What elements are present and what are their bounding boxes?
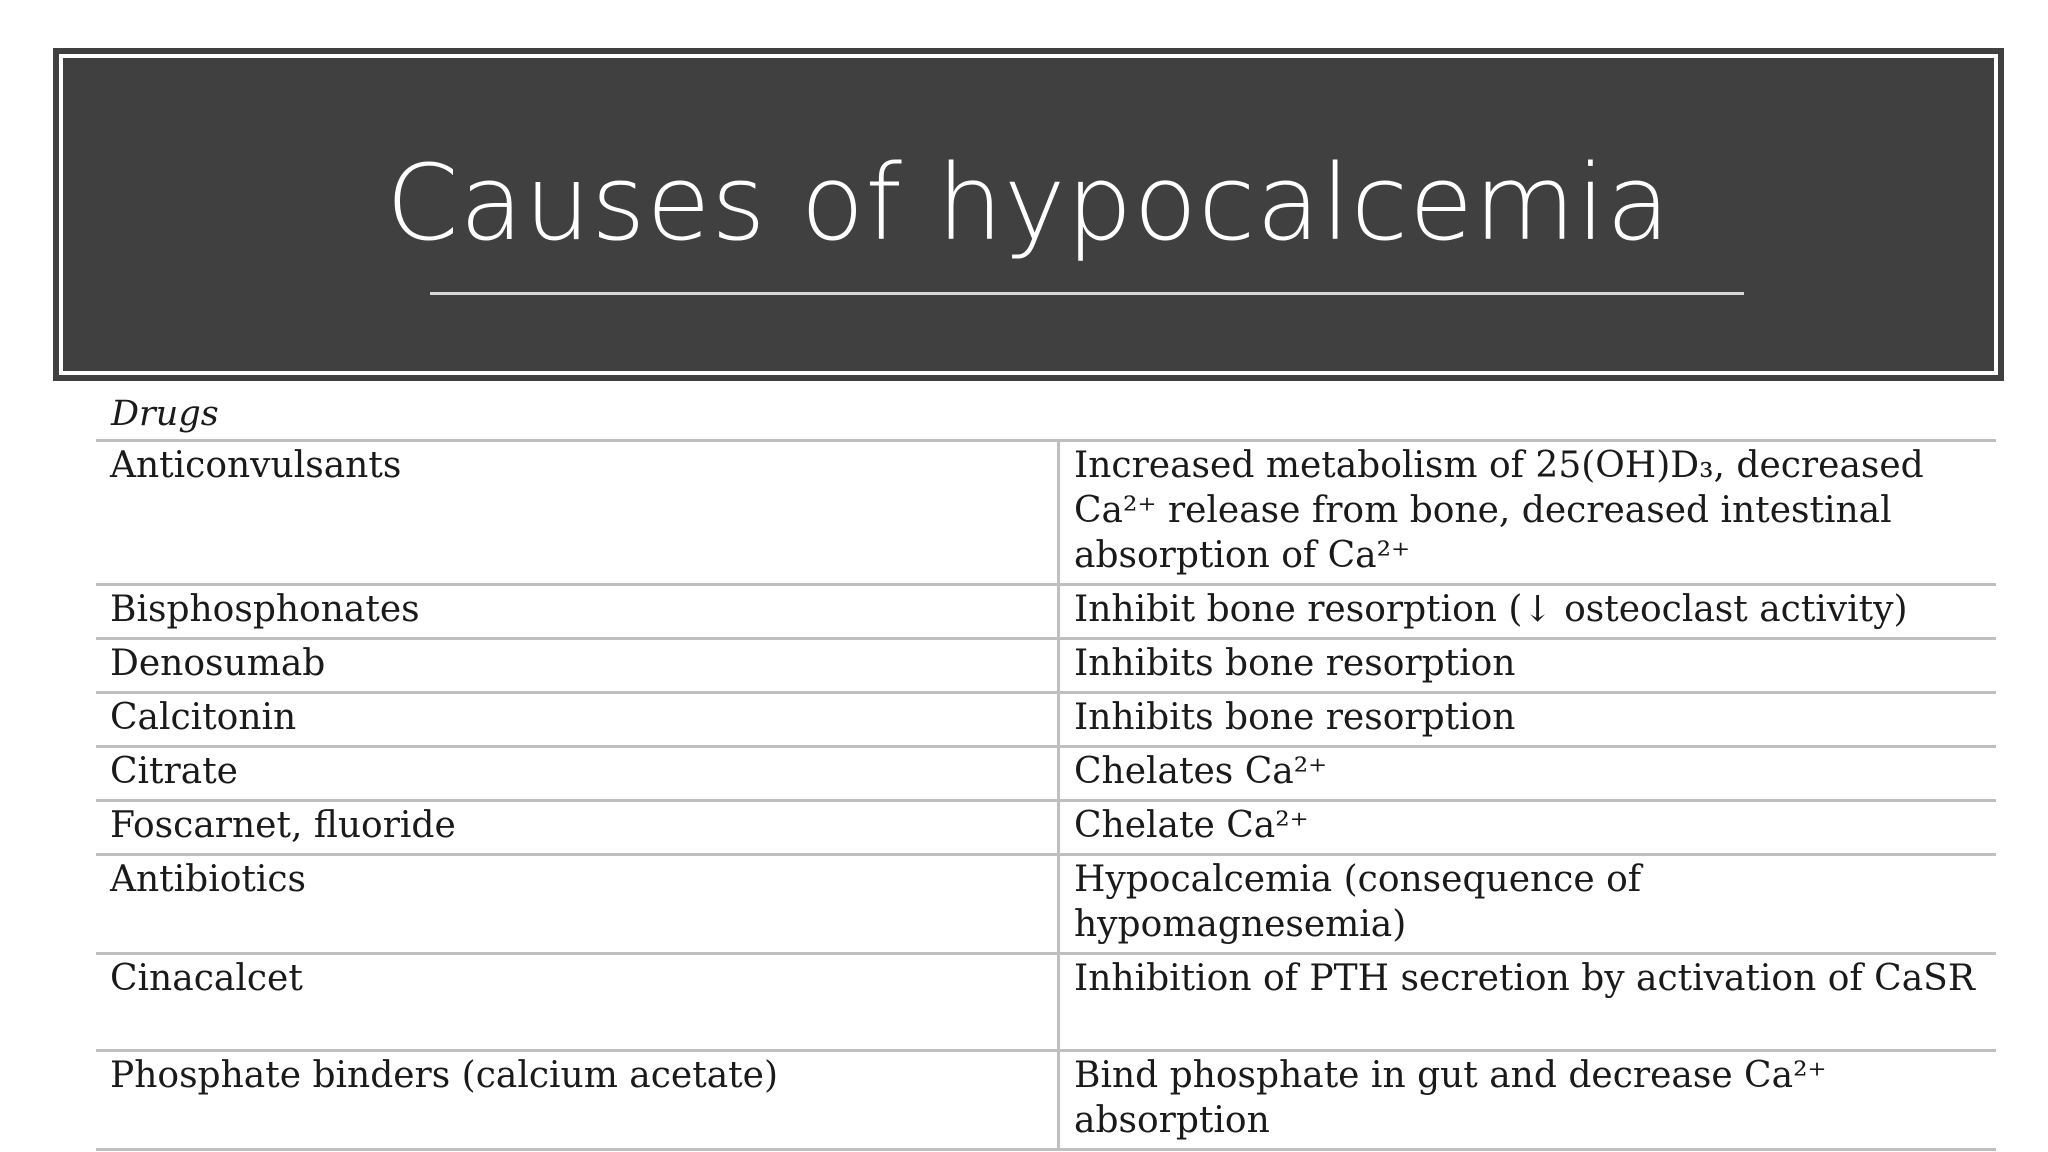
drug-cell: Denosumab bbox=[96, 639, 1059, 693]
effect-cell: Chelates Ca²⁺ bbox=[1059, 747, 1997, 801]
table-row bbox=[96, 801, 1996, 855]
drug-cell: Cinacalcet bbox=[96, 954, 1059, 1051]
table-row bbox=[96, 441, 1996, 585]
drug-cell: Citrate bbox=[96, 747, 1059, 801]
table-row bbox=[96, 693, 1996, 747]
effect-cell: Inhibition of PTH secretion by activation of CaSR bbox=[1059, 954, 1997, 1051]
section-label-drugs: Drugs bbox=[111, 394, 219, 434]
table-row bbox=[96, 1051, 1996, 1150]
effect-cell: Chelate Ca²⁺ bbox=[1059, 801, 1997, 855]
effect-cell: Inhibit bone resorption (↓ osteoclast activity) bbox=[1059, 585, 1997, 639]
drugs-table bbox=[96, 439, 1996, 1151]
table-row bbox=[96, 639, 1996, 693]
effect-cell: Hypocalcemia (consequence of hypomagnesemia) bbox=[1059, 855, 1997, 954]
drug-cell: Antibiotics bbox=[96, 855, 1059, 954]
effect-cell: Inhibits bone resorption bbox=[1059, 693, 1997, 747]
table-row bbox=[96, 747, 1996, 801]
drug-cell: Anticonvulsants bbox=[96, 441, 1059, 585]
drug-cell: Phosphate binders (calcium acetate) bbox=[96, 1051, 1059, 1150]
table-row bbox=[96, 585, 1996, 639]
slide-title: Causes of hypocalcemia bbox=[386, 142, 1671, 264]
drug-cell: Calcitonin bbox=[96, 693, 1059, 747]
drug-cell: Foscarnet, fluoride bbox=[96, 801, 1059, 855]
effect-cell: Inhibits bone resorption bbox=[1059, 639, 1997, 693]
title-underline bbox=[430, 292, 1744, 295]
table-row bbox=[96, 954, 1996, 1051]
title-banner bbox=[53, 48, 2004, 381]
table-row bbox=[96, 855, 1996, 954]
effect-cell: Increased metabolism of 25(OH)D₃, decreased Ca²⁺ release from bone, decreased intestinal absorption of Ca²⁺ bbox=[1059, 441, 1997, 585]
effect-cell: Bind phosphate in gut and decrease Ca²⁺ absorption bbox=[1059, 1051, 1997, 1150]
drug-cell: Bisphosphonates bbox=[96, 585, 1059, 639]
